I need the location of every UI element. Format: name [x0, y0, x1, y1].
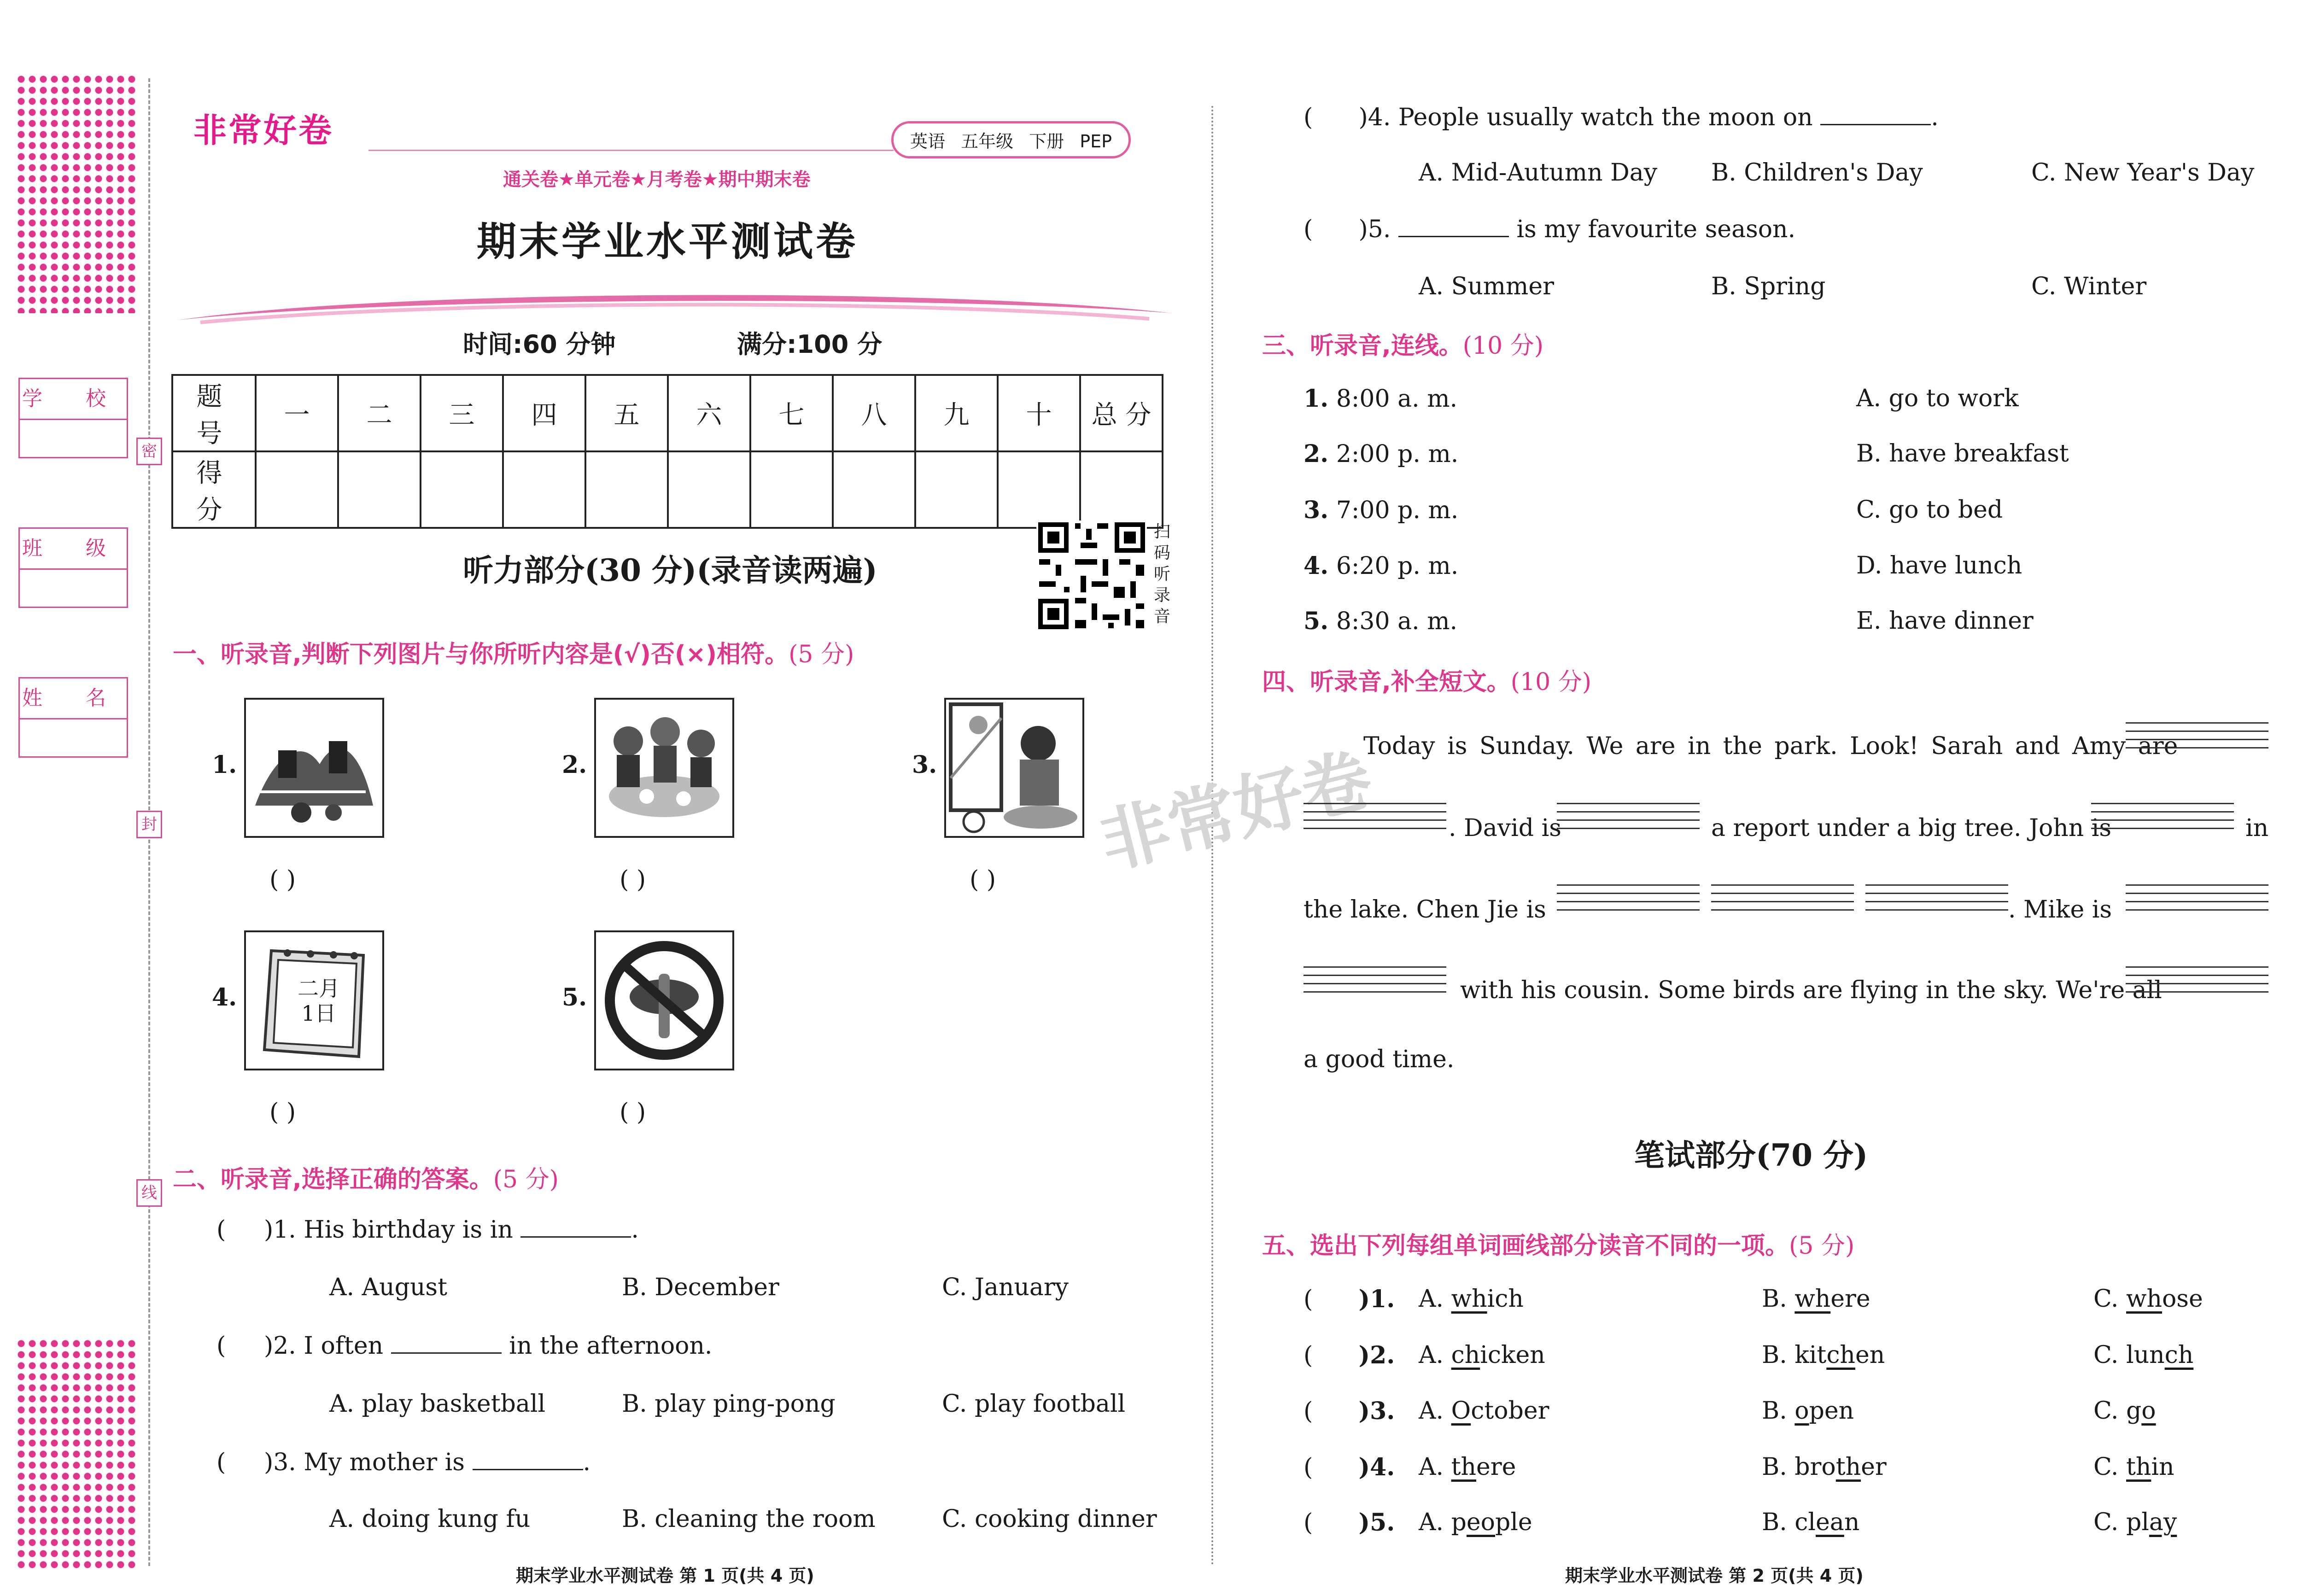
score-table-score-row: [172, 451, 1163, 528]
phonics-question: [1303, 1397, 1395, 1425]
margin-dot-pattern-top: [16, 74, 137, 313]
word-part: ple: [1495, 1508, 1532, 1536]
score-table: [171, 374, 1163, 529]
word-part: ctober: [1471, 1397, 1549, 1425]
match-left-4: [1303, 552, 1458, 580]
calendar-month: 二月: [298, 976, 340, 1001]
answer-paren-open[interactable]: (: [1303, 1454, 1359, 1481]
question-number: )2.: [1358, 1341, 1395, 1369]
question-stem-end: in the afternoon.: [509, 1332, 713, 1360]
calendar-date: [298, 976, 340, 1026]
phonics-option-b[interactable]: [1762, 1285, 1870, 1313]
footer-page-1: 期末学业水平测试卷 第 1 页(共 4 页): [516, 1566, 814, 1586]
part3-title-text: 三、听录音,连线。: [1262, 332, 1463, 360]
match-time[interactable]: 8:00 a. m.: [1336, 385, 1458, 413]
score-cell[interactable]: [750, 451, 833, 528]
word-part: en: [1855, 1341, 1885, 1369]
score-cell[interactable]: [338, 451, 421, 528]
word-part: er: [1861, 1453, 1887, 1481]
word-part: C. lun: [2093, 1341, 2165, 1369]
answer-paren-open[interactable]: (: [1303, 1397, 1359, 1425]
phonics-option-b[interactable]: [1762, 1397, 1854, 1425]
underlined-letters: th: [1835, 1453, 1861, 1481]
phonics-option-b[interactable]: [1762, 1341, 1885, 1369]
part4-title-text: 四、听录音,补全短文。: [1262, 668, 1511, 696]
part3-points: (10 分): [1462, 332, 1544, 360]
passage-line-3a: the lake. Chen Jie is: [1303, 896, 1546, 924]
mc-question-3: [216, 1449, 590, 1476]
answer-lines-blank[interactable]: [2091, 803, 2234, 836]
word-part: A.: [1419, 1285, 1451, 1313]
word-part: B.: [1762, 1285, 1795, 1313]
score-cell[interactable]: [421, 451, 503, 528]
watermark: 非常好卷: [1092, 739, 1380, 884]
fill-blank[interactable]: [391, 1352, 502, 1354]
answer-lines-blank[interactable]: [1865, 884, 2008, 918]
option-b[interactable]: B. cleaning the room: [622, 1505, 876, 1533]
written-section-title: 笔试部分(70 分): [1634, 1137, 1868, 1173]
title-swoosh: [173, 286, 1177, 327]
match-time[interactable]: 6:20 p. m.: [1336, 552, 1459, 580]
answer-lines-blank[interactable]: [2126, 966, 2268, 1000]
match-left-3: [1303, 496, 1458, 524]
underlined-letters: wh: [1451, 1285, 1487, 1313]
option-b[interactable]: B. Spring: [1711, 273, 1826, 300]
passage-line-2b: a report under a big tree. John is: [1711, 814, 2112, 842]
calendar-icon: [244, 930, 384, 1070]
option-c[interactable]: C. cooking dinner: [942, 1505, 1157, 1533]
answer-paren-2[interactable]: ( ): [620, 866, 646, 894]
school-label: 学 校: [20, 379, 127, 420]
mc-question-5: [1303, 216, 1795, 243]
brand-logo: 非常好卷: [193, 111, 334, 150]
phonics-option-c[interactable]: [2093, 1508, 2177, 1536]
score-col: 七: [750, 375, 833, 451]
score-cell[interactable]: [668, 451, 750, 528]
match-left-5: [1303, 607, 1457, 635]
part2-title-text: 二、听录音,选择正确的答案。: [173, 1166, 493, 1193]
part5-points: (5 分): [1789, 1232, 1855, 1260]
score-cell[interactable]: [998, 451, 1080, 528]
seal-mark-xian: 线: [136, 1179, 162, 1207]
score-col: 二: [338, 375, 421, 451]
fill-blank[interactable]: [473, 1469, 583, 1470]
word-part: B. cl: [1762, 1508, 1816, 1536]
score-col: 一: [256, 375, 338, 451]
answer-paren-open[interactable]: (: [216, 1332, 264, 1360]
great-wall-icon: [244, 698, 384, 838]
phonics-option-a[interactable]: [1419, 1341, 1545, 1369]
word-part: ere: [1830, 1285, 1870, 1313]
option-c[interactable]: C. New Year's Day: [2031, 159, 2255, 187]
match-num: 4.: [1303, 552, 1329, 580]
question-stem-end: .: [1931, 104, 1939, 131]
score-cell[interactable]: [256, 451, 338, 528]
passage-line-2a: . David is: [1449, 814, 1561, 842]
word-part: ich: [1487, 1285, 1524, 1313]
option-b[interactable]: B. play ping-pong: [622, 1390, 836, 1418]
qr-caption: 扫码听录音: [1154, 522, 1171, 626]
phonics-option-c[interactable]: [2093, 1285, 2203, 1313]
part2-points: (5 分): [493, 1166, 559, 1193]
word-part: pen: [1809, 1397, 1854, 1425]
underlined-letters: th: [2126, 1453, 2151, 1481]
word-part: A.: [1419, 1341, 1451, 1369]
part4-points: (10 分): [1510, 668, 1592, 696]
underlined-letters: ch: [2164, 1341, 2194, 1369]
phonics-question: [1303, 1341, 1395, 1369]
option-c[interactable]: C. January: [942, 1274, 1069, 1301]
word-part: n: [1844, 1508, 1860, 1536]
question-stem: )3. My mother is: [263, 1449, 465, 1476]
score-cell[interactable]: [503, 451, 585, 528]
answer-paren-open[interactable]: (: [1303, 216, 1359, 243]
answer-paren-4[interactable]: ( ): [269, 1099, 296, 1126]
answer-lines-blank[interactable]: [2126, 722, 2268, 755]
answer-lines-blank[interactable]: [1303, 966, 1446, 1000]
mc-question-2: [216, 1332, 712, 1360]
match-num: 1.: [1303, 385, 1329, 413]
phonics-option-a[interactable]: [1419, 1453, 1516, 1481]
answer-lines-blank[interactable]: [1303, 803, 1446, 836]
phonics-option-a[interactable]: [1419, 1397, 1549, 1425]
series-line: 通关卷★单元卷★月考卷★期中期末卷: [503, 169, 811, 190]
word-part: B. kit: [1762, 1341, 1827, 1369]
passage-line-1: Today is Sunday. We are in the park. Look! Sarah and Amy are: [1363, 732, 2178, 760]
word-part: A.: [1419, 1453, 1451, 1481]
page-title: 期末学业水平测试卷: [477, 219, 858, 265]
option-a[interactable]: A. play basketball: [329, 1390, 546, 1418]
question-number: )1.: [1358, 1285, 1395, 1313]
answer-lines-blank[interactable]: [1557, 884, 1700, 918]
girl-window-icon: [944, 698, 1084, 838]
score-col: 六: [668, 375, 750, 451]
score-col-label: 题 号: [172, 375, 256, 451]
option-a[interactable]: A. doing kung fu: [329, 1505, 531, 1533]
mc-question-1: [216, 1216, 639, 1244]
word-part: icken: [1480, 1341, 1545, 1369]
part4-title: [1262, 662, 1591, 697]
question-stem: )2. I often: [263, 1332, 384, 1360]
score-cell[interactable]: [833, 451, 915, 528]
match-right-b[interactable]: B. have breakfast: [1856, 440, 2069, 468]
answer-paren-open[interactable]: (: [1303, 104, 1359, 131]
question-stem: )1. His birthday is in: [263, 1216, 513, 1244]
answer-paren-1[interactable]: ( ): [269, 866, 296, 894]
underlined-letters: ea: [1816, 1508, 1844, 1536]
school-field[interactable]: [18, 378, 128, 458]
phonics-option-b[interactable]: [1762, 1453, 1887, 1481]
qr-code-icon[interactable]: [1036, 520, 1147, 631]
underlined-letters: wh: [1794, 1285, 1831, 1313]
score-col: 十: [998, 375, 1080, 451]
class-field[interactable]: [18, 527, 128, 608]
question-stem: )4. People usually watch the moon on: [1358, 104, 1813, 131]
underlined-letters: eo: [1466, 1508, 1495, 1536]
option-b[interactable]: B. Children's Day: [1711, 159, 1923, 187]
fill-blank[interactable]: [1398, 236, 1509, 237]
passage-line-3b: . Mike is: [2008, 896, 2112, 924]
score-col: 四: [503, 375, 585, 451]
word-part: ose: [2162, 1285, 2203, 1313]
quiet-sign-icon: [594, 930, 734, 1070]
score-col: 三: [421, 375, 503, 451]
pic-number-3: 3.: [912, 751, 937, 779]
seal-mark-mi: 密: [136, 438, 162, 465]
match-num: 3.: [1303, 496, 1329, 524]
option-b[interactable]: B. December: [622, 1274, 779, 1301]
answer-lines-blank[interactable]: [1711, 884, 1854, 918]
question-number: )4.: [1358, 1453, 1395, 1481]
word-part: B. bro: [1762, 1453, 1836, 1481]
class-label: 班 级: [20, 529, 127, 570]
score-col: 五: [585, 375, 668, 451]
passage-line-5: a good time.: [1303, 1046, 1455, 1073]
footer-page-2: 期末学业水平测试卷 第 2 页(共 4 页): [1565, 1566, 1864, 1586]
name-field[interactable]: [18, 677, 128, 758]
passage-line-2c: in: [2245, 814, 2269, 842]
header-rule: [368, 150, 894, 151]
question-stem-end: is my favourite season.: [1516, 216, 1796, 243]
answer-paren-5[interactable]: ( ): [620, 1099, 646, 1126]
time-limit: 时间:60 分钟: [463, 330, 616, 359]
fill-blank[interactable]: [1820, 124, 1931, 125]
answer-paren-open[interactable]: (: [1303, 1342, 1359, 1369]
question-stem-end: .: [631, 1216, 639, 1244]
full-score: 满分:100 分: [737, 330, 883, 359]
answer-paren-3[interactable]: ( ): [970, 866, 996, 894]
option-c[interactable]: C. Winter: [2031, 273, 2147, 300]
score-col-total: 总 分: [1080, 375, 1163, 451]
calendar-day: 1日: [301, 1001, 336, 1026]
phonics-option-a[interactable]: [1419, 1285, 1524, 1313]
phonics-question: [1303, 1508, 1395, 1537]
word-part: B.: [1762, 1397, 1795, 1425]
answer-lines-blank[interactable]: [1557, 803, 1700, 836]
match-right-e[interactable]: E. have dinner: [1856, 607, 2034, 635]
underlined-letters: o: [2141, 1397, 2156, 1425]
score-cell[interactable]: [585, 451, 668, 528]
question-number: )3.: [1358, 1397, 1395, 1425]
option-a[interactable]: A. August: [329, 1274, 448, 1301]
match-num: 5.: [1303, 607, 1329, 635]
grade-info-pill: 英语 五年级 下册 PEP: [891, 121, 1131, 158]
match-time[interactable]: 8:30 a. m.: [1336, 608, 1458, 635]
part1-title-text: 一、听录音,判断下列图片与你所听内容是(√)否(×)相符。: [173, 641, 789, 668]
match-left-1: [1303, 385, 1457, 413]
question-stem-end: .: [583, 1449, 591, 1476]
match-right-c[interactable]: C. go to bed: [1856, 496, 2003, 524]
option-a[interactable]: A. Summer: [1419, 273, 1554, 300]
score-col: 九: [915, 375, 998, 451]
score-col: 八: [833, 375, 915, 451]
word-part: ere: [1476, 1453, 1516, 1481]
word-part: C.: [2093, 1453, 2126, 1481]
passage-line-4: with his cousin. Some birds are flying in the sky. We're all: [1460, 976, 2162, 1004]
underlined-letters: o: [1794, 1397, 1809, 1425]
word-part: C. pl: [2093, 1508, 2149, 1536]
pic-number-1: 1.: [212, 751, 237, 779]
answer-paren-open[interactable]: (: [1303, 1509, 1359, 1537]
score-row-label: 得 分: [172, 451, 256, 528]
mc-question-4: [1303, 104, 1939, 131]
listening-section-title: 听力部分(30 分)(录音读两遍): [463, 552, 877, 588]
word-part: A. p: [1419, 1508, 1467, 1536]
phonics-question: [1303, 1285, 1395, 1313]
underlined-letters: th: [1451, 1453, 1477, 1481]
phonics-option-c[interactable]: [2093, 1453, 2174, 1481]
phonics-option-c[interactable]: [2093, 1397, 2156, 1425]
pic-number-5: 5.: [562, 983, 587, 1011]
match-num: 2.: [1303, 440, 1329, 468]
part5-title: [1262, 1226, 1854, 1261]
answer-paren-open[interactable]: (: [216, 1216, 264, 1244]
part5-title-text: 五、选出下列每组单词画线部分读音不同的一项。: [1262, 1232, 1789, 1260]
part1-points: (5 分): [789, 641, 854, 668]
match-right-a[interactable]: A. go to work: [1856, 385, 2019, 412]
part3-title: [1262, 326, 1543, 361]
part1-title: [173, 635, 854, 669]
phonics-option-b[interactable]: [1762, 1508, 1859, 1536]
name-label: 姓 名: [20, 678, 127, 719]
answer-lines-blank[interactable]: [2126, 884, 2268, 918]
part2-title: [173, 1160, 559, 1194]
answer-paren-open[interactable]: (: [1303, 1286, 1359, 1313]
phonics-option-a[interactable]: [1419, 1508, 1532, 1536]
seal-mark-feng: 封: [136, 811, 162, 838]
score-table-header-row: [172, 375, 1163, 451]
underlined-letters: ch: [1826, 1341, 1855, 1369]
phonics-question: [1303, 1453, 1395, 1481]
fill-blank[interactable]: [520, 1236, 631, 1238]
match-time[interactable]: 2:00 p. m.: [1336, 440, 1459, 468]
score-cell[interactable]: [1080, 451, 1163, 528]
family-dinner-icon: [594, 698, 734, 838]
question-number: )5.: [1358, 1508, 1395, 1537]
word-part: A.: [1419, 1397, 1451, 1425]
option-a[interactable]: A. Mid-Autumn Day: [1419, 159, 1658, 187]
option-c[interactable]: C. play football: [942, 1390, 1126, 1418]
underlined-letters: ch: [1451, 1341, 1480, 1369]
match-left-2: [1303, 440, 1458, 468]
underlined-letters: ay: [2149, 1508, 2177, 1536]
phonics-option-c[interactable]: [2093, 1341, 2193, 1369]
word-part: in: [2151, 1453, 2174, 1481]
pic-number-4: 4.: [212, 983, 237, 1011]
underlined-letters: wh: [2126, 1285, 2162, 1313]
margin-dot-pattern-bottom: [16, 1338, 137, 1568]
pic-number-2: 2.: [562, 751, 587, 779]
question-stem: )5.: [1358, 216, 1391, 243]
match-time[interactable]: 7:00 p. m.: [1336, 497, 1459, 524]
word-part: C. g: [2093, 1397, 2142, 1425]
answer-paren-open[interactable]: (: [216, 1449, 264, 1476]
underlined-letters: O: [1451, 1397, 1471, 1425]
word-part: C.: [2093, 1285, 2126, 1313]
score-cell[interactable]: [915, 451, 998, 528]
match-right-d[interactable]: D. have lunch: [1856, 552, 2022, 579]
